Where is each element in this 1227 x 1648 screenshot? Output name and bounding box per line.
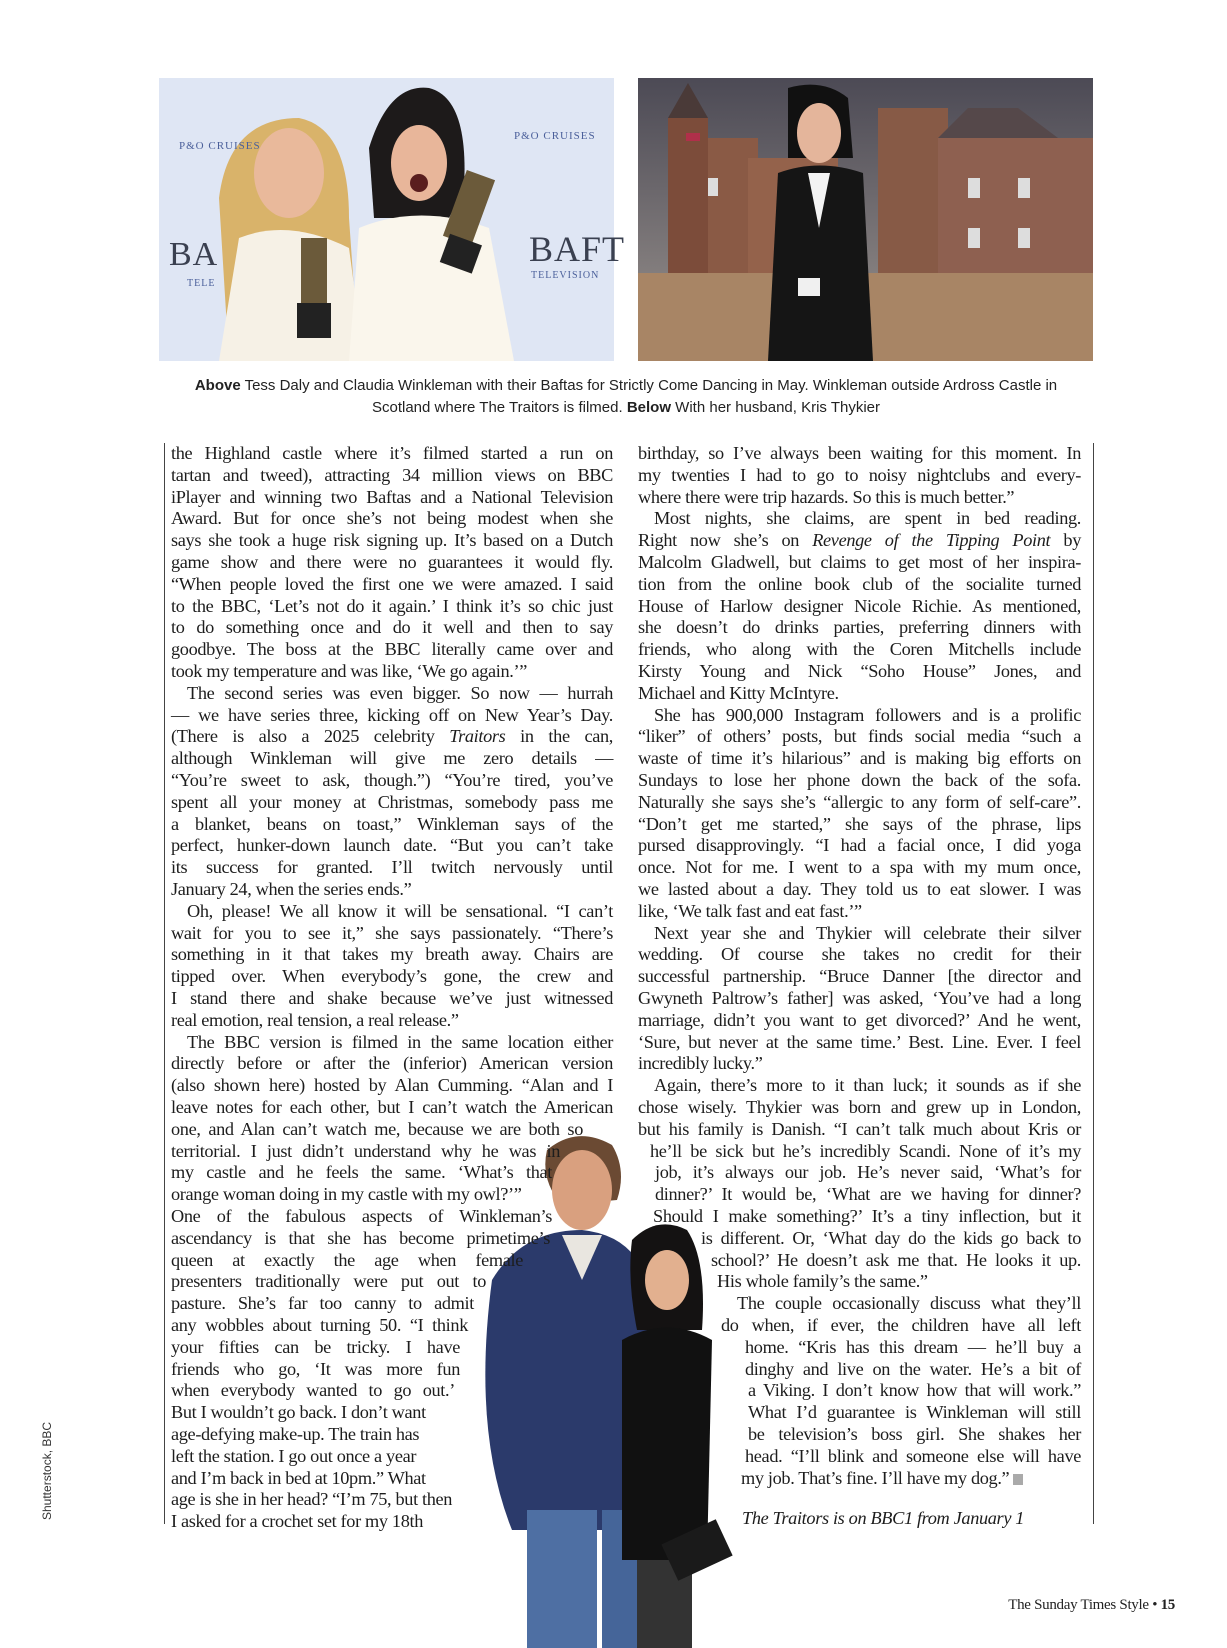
italic-title: Traitors bbox=[449, 726, 506, 747]
article-line: when everybody wanted to go out.’ bbox=[171, 1380, 455, 1401]
photo-caption bbox=[180, 375, 1072, 419]
article-line: perfect, hunker-down launch date. “But you can’t take bbox=[171, 835, 613, 856]
article-line: Award. But for once she’s not being modest when she bbox=[171, 508, 613, 529]
article-line: home. “Kris has this dream — he’ll buy a bbox=[745, 1336, 1081, 1357]
article-line bbox=[638, 529, 1081, 551]
article-line: dinner?’ It would be, ‘What are we having for dinner? bbox=[655, 1184, 1081, 1205]
article-line: school?’ He doesn’t ask me that. He looks it up. bbox=[711, 1249, 1081, 1270]
article-line: she doesn’t do drinks parties, preferring dinners with bbox=[638, 617, 1081, 638]
page-number: 15 bbox=[1160, 1597, 1175, 1613]
page-footer bbox=[1008, 1597, 1175, 1614]
bafta-logo: BA bbox=[169, 236, 219, 273]
article-line: iPlayer and winning two Baftas and a National Television bbox=[171, 486, 613, 507]
article-line: territorial. I just didn’t understand why he was in bbox=[171, 1140, 560, 1161]
article-line: (also shown here) hosted by Alan Cumming. “Alan and I bbox=[171, 1075, 613, 1096]
article-line: House of Harlow designer Nicole Richie. As mentioned, bbox=[638, 595, 1081, 616]
article-line: says she took a huge risk signing up. It’s based on a Dutch bbox=[171, 530, 613, 551]
television-logo: TELE bbox=[187, 278, 216, 289]
article-line: presenters traditionally were put out to bbox=[171, 1271, 486, 1292]
article-line: marriage, didn’t you want to get divorced?’ And he went, bbox=[638, 1009, 1081, 1030]
castle-photo-illustration bbox=[638, 78, 1093, 361]
article-line: one, and Alan can’t watch me, because we are both so bbox=[171, 1118, 583, 1139]
article-line: spent all your money at Christmas, somebody pass me bbox=[171, 791, 613, 812]
article-line: a blanket, beans on toast,” Winkleman says of the bbox=[171, 813, 613, 834]
article-line: birthday, so I’ve always been waiting for this moment. In bbox=[638, 443, 1081, 463]
caption-above-label: Above bbox=[194, 377, 241, 394]
article-line: be television’s boss girl. She shakes her bbox=[748, 1424, 1081, 1444]
article-line: tipped over. When everybody’s gone, the crew and bbox=[171, 966, 613, 987]
bafta-photo-illustration bbox=[159, 78, 614, 361]
article-line: The couple occasionally discuss what they’ll bbox=[737, 1293, 1081, 1314]
article-line: Michael and Kitty McIntyre. bbox=[638, 682, 839, 703]
article-line: friends, who along with the Coren Mitchells include bbox=[638, 639, 1081, 660]
column-rule-left bbox=[164, 443, 165, 1524]
article-line: Should I make something?’ It’s a tiny inflection, but it bbox=[653, 1206, 1081, 1226]
article-line: to the BBC, ‘Let’s not do it again.’ I think it’s so chic just bbox=[171, 595, 613, 616]
caption-below-label: Below bbox=[626, 399, 672, 416]
article-line: something in it that takes my breath away. Chairs are bbox=[171, 944, 613, 965]
article-line: tartan and tweed), attracting 34 million views on BBC bbox=[171, 464, 613, 485]
article-line: But I wouldn’t go back. I don’t want bbox=[171, 1402, 426, 1423]
bafta-logo: BAFT bbox=[529, 229, 626, 269]
article-line: January 24, when the series ends.” bbox=[171, 879, 412, 899]
article-line: ascendancy is that she has become primetime’s bbox=[171, 1227, 550, 1248]
article-line: my twenties I had to go to noisy nightclubs and every- bbox=[638, 464, 1081, 485]
article-line: Next year she and Thykier will celebrate their silver bbox=[654, 922, 1081, 943]
article-line: once. Not for me. I went to a spa with my mum once, bbox=[638, 857, 1081, 878]
sponsor-logo: P&O CRUISES bbox=[514, 130, 596, 142]
article-line: One of the fabulous aspects of Winkleman’s bbox=[171, 1206, 552, 1226]
photo-credit: Shutterstock, BBC bbox=[40, 1421, 54, 1520]
article-line: real emotion, real tension, a real release.” bbox=[171, 1009, 459, 1030]
article-line: pasture. She’s far too canny to admit bbox=[171, 1293, 474, 1314]
article-line: wedding. Of course she takes no credit for their bbox=[638, 944, 1081, 965]
caption-above-text: Tess Daly and Claudia Winkleman with their Baftas for Strictly Come Dancing in May. Winkleman outside Ardross Castle in Scotland where The Traitors is filmed. bbox=[240, 377, 1058, 416]
article-line: we lasted about a day. They told us to eat slower. I was bbox=[638, 879, 1081, 899]
article-line: goodbye. The boss at the BBC literally came over and bbox=[171, 639, 613, 660]
article-line: directly before or after the (inferior) American version bbox=[171, 1053, 613, 1074]
article-line: Naturally she says she’s “allergic to any form of self-care”. bbox=[638, 791, 1081, 812]
article-line: orange woman doing in my castle with my owl?’” bbox=[171, 1184, 522, 1205]
article-line: pursed disapprovingly. “I had a facial once, I did yoga bbox=[638, 835, 1081, 856]
article-line: where there were trip hazards. So this is much better.” bbox=[638, 486, 1015, 507]
article-line: and I’m back in bed at 10pm.” What bbox=[171, 1467, 426, 1488]
article-line: do when, if ever, the children have all left bbox=[721, 1315, 1081, 1335]
article-line: job, it’s always our job. He’s never said, ‘What’s for bbox=[655, 1162, 1081, 1183]
article-line: successful partnership. “Bruce Danner [the director and bbox=[638, 966, 1081, 987]
article-line: the Highland castle where it’s filmed started a run on bbox=[171, 443, 613, 463]
publication-name: The Sunday Times Style bbox=[1008, 1597, 1149, 1613]
photo-ardross-castle bbox=[638, 78, 1093, 361]
article-line: “liker” of others’ posts, but finds social media “such a bbox=[638, 726, 1081, 747]
article-line: my castle and he feels the same. ‘What’s that bbox=[171, 1162, 552, 1183]
article-line: Malcolm Gladwell, but claims to get most of her inspira- bbox=[638, 552, 1081, 572]
article-line: Kirsty Young and Nick “Soho House” Jones, and bbox=[638, 661, 1081, 681]
article-line: although Winkleman will give me zero details — bbox=[171, 748, 613, 769]
article-line: leave notes for each other, but I can’t watch the American bbox=[171, 1097, 613, 1117]
article-line: is different. Or, ‘What day do the kids go back to bbox=[701, 1227, 1081, 1248]
article-line: queen at exactly the age when female bbox=[171, 1249, 523, 1270]
article-text: (There is also a 2025 celebrity bbox=[171, 726, 450, 747]
broadcast-tagline bbox=[742, 1507, 1024, 1529]
article-line: “Don’t get me started,” she says of the phrase, lips bbox=[638, 813, 1081, 834]
article-line: incredibly lucky.” bbox=[638, 1053, 763, 1074]
article-line: — we have series three, kicking off on New Year’s Day. bbox=[171, 704, 613, 725]
article-line: Most nights, she claims, are spent in bed reading. bbox=[654, 508, 1081, 529]
article-line: Oh, please! We all know it will be sensational. “I can’t bbox=[187, 900, 613, 921]
article-line: tion from the online book club of the socialite turned bbox=[638, 573, 1081, 594]
article-line: to do something once and do it well and then to say bbox=[171, 617, 613, 638]
article-line bbox=[171, 725, 613, 747]
end-mark-icon bbox=[1013, 1474, 1023, 1485]
article-line: The second series was even bigger. So now — hurrah bbox=[187, 682, 613, 703]
article-line: age is she in her head? “I’m 75, but then bbox=[171, 1489, 453, 1510]
article-line: I stand there and shake because we’ve just witnessed bbox=[171, 988, 613, 1008]
article-line: left the station. I go out once a year bbox=[171, 1445, 417, 1466]
article-line: a Viking. I don’t know how that will work.” bbox=[748, 1380, 1081, 1401]
article-line: chose wisely. Thykier was born and grew up in London, bbox=[638, 1097, 1081, 1117]
article-line: friends who go, ‘It was more fun bbox=[171, 1358, 460, 1379]
article-text: by bbox=[1050, 530, 1081, 551]
article-line: What I’d guarantee is Winkleman will still bbox=[748, 1402, 1081, 1423]
article-line: dinghy and live on the water. He’s a bit of bbox=[745, 1358, 1081, 1379]
article-line: ‘Sure, but never at the same time.’ Best. Line. Ever. I feel bbox=[638, 1031, 1081, 1052]
article-line: waste of time it’s hilarious” and is making big efforts on bbox=[638, 748, 1081, 769]
column-rule-right bbox=[1093, 443, 1094, 1524]
footer-separator: • bbox=[1152, 1597, 1158, 1613]
article-line: “You’re sweet to ask, though.”) “You’re tired, you’ve bbox=[171, 770, 613, 790]
article-line: head. “I’ll blink and someone else will have bbox=[745, 1445, 1081, 1466]
article-line: I asked for a crochet set for my 18th bbox=[171, 1511, 424, 1532]
article-line: your fifties can be tricky. I have bbox=[171, 1336, 460, 1357]
article-line: She has 900,000 Instagram followers and is a prolific bbox=[654, 704, 1081, 725]
article-line: Again, there’s more to it than luck; it sounds as if she bbox=[654, 1075, 1081, 1096]
article-line: he’ll be sick but he’s incredibly Scandi. None of it’s my bbox=[650, 1140, 1081, 1161]
tagline-text: The Traitors is on BBC1 from January 1 bbox=[742, 1508, 1025, 1528]
sponsor-logo: P&O CRUISES bbox=[179, 140, 261, 152]
article-text: Right now she’s on bbox=[638, 530, 813, 551]
article-line: its success for granted. I’ll twitch nervously until bbox=[171, 857, 613, 878]
article-line: but his family is Danish. “I can’t talk much about Kris or bbox=[638, 1118, 1081, 1139]
article-line: His whole family’s the same.” bbox=[717, 1271, 928, 1292]
photo-bafta-winners bbox=[159, 78, 626, 361]
article-line: age-defying make-up. The train has bbox=[171, 1424, 420, 1444]
article-text: in the can, bbox=[505, 726, 613, 747]
article-line: like, ‘We talk fast and eat fast.’” bbox=[638, 900, 862, 921]
article-line: my job. That’s fine. I’ll have my dog.” bbox=[741, 1467, 1023, 1489]
article-line: The BBC version is filmed in the same location either bbox=[187, 1031, 613, 1052]
caption-below-text: With her husband, Kris Thykier bbox=[671, 399, 880, 416]
article-line: Sundays to lose her phone down the back of the sofa. bbox=[638, 770, 1081, 790]
italic-title: Revenge of the Tipping Point bbox=[812, 530, 1051, 551]
article-line: any wobbles about turning 50. “I think bbox=[171, 1315, 468, 1335]
article-line: wait for you to see it,” she says passionately. “There’s bbox=[171, 922, 613, 943]
article-line: “When people loved the first one we were amazed. I said bbox=[171, 573, 613, 594]
article-line: game show and there were no guarantees it would fly. bbox=[171, 552, 613, 572]
article-line: Gwyneth Paltrow’s father] was asked, ‘You’ve had a long bbox=[638, 988, 1081, 1008]
television-logo: TELEVISION bbox=[531, 270, 600, 281]
article-line: took my temperature and was like, ‘We go again.’” bbox=[171, 661, 528, 681]
